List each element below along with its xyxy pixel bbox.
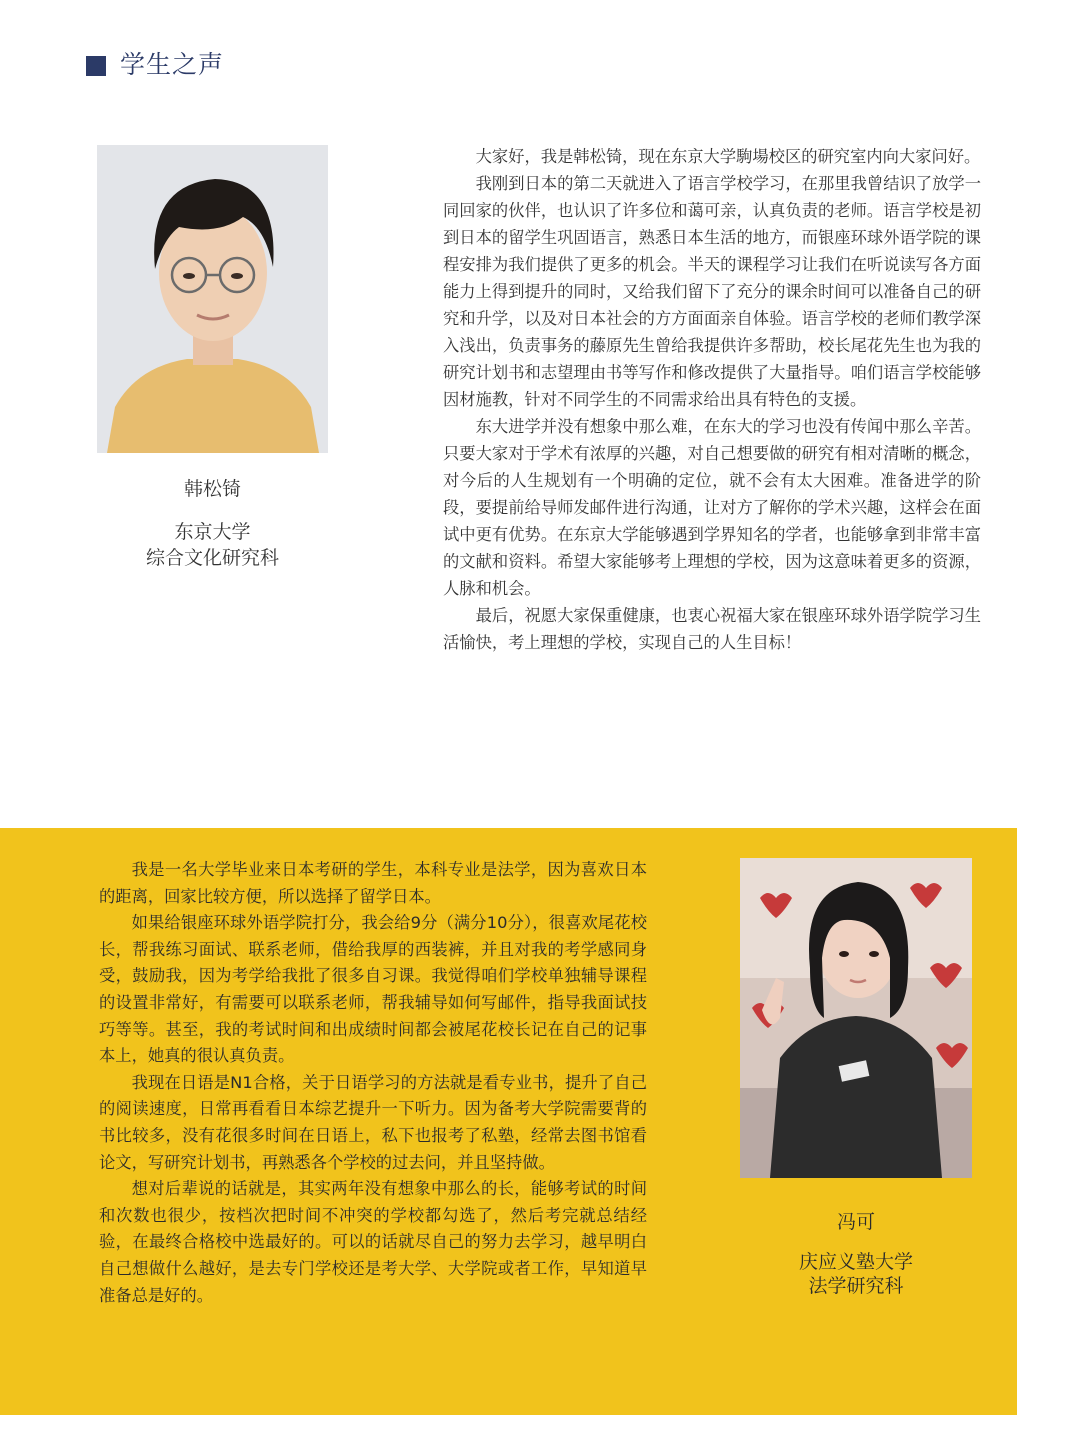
student2-photo xyxy=(740,858,972,1178)
paragraph: 东大进学并没有想象中那么难，在东大的学习也没有传闻中那么辛苦。只要大家对于学术有浓厚的兴趣，对自己想要做的研究有相对清晰的概念，对今后的人生规划有一个明确的定位，就不会有太大困难。准备进学的阶段，要提前给导师发邮件进行沟通，让对方了解你的学术兴趣，这样会在面试中更有优势。在东京大学能够遇到学界知名的学者，也能够拿到非常丰富的文献和资料。希望大家能够考上理想的学校，因为这意味着更多的资源，人脉和机会。 xyxy=(443,417,981,598)
student2-name: 冯可 xyxy=(836,1211,875,1233)
section-title: 学生之声 xyxy=(120,50,225,79)
section-title-marker xyxy=(86,56,106,76)
paragraph: 我现在日语是N1合格，关于日语学习的方法就是看专业书，提升了自己的阅读速度，日常再看看日本综艺提升一下听力。因为备考大学院需要背的书比较多，没有花很多时间在日语上，私下也报考了私塾，经常去图书馆看论文，写研究计划书，再熟悉各个学校的过去问，并且坚持做。 xyxy=(99,1072,647,1172)
student2-school: 庆应义塾大学 xyxy=(798,1251,913,1273)
student1-school: 东京大学 xyxy=(174,521,251,543)
paragraph: 最后，祝愿大家保重健康，也衷心祝福大家在银座环球外语学院学习生活愉快，考上理想的学校，实现自己的人生目标！ xyxy=(443,606,981,652)
paragraph: 我刚到日本的第二天就进入了语言学校学习，在那里我曾结识了放学一同回家的伙伴，也认识了许多位和蔼可亲，认真负责的老师。语言学校是初到日本的留学生巩固语言，熟悉日本生活的地方，而银座环球外语学院的课程安排为我们提供了更多的机会。半天的课程学习让我们在听说读写各方面能力上得到提升的同时，又给我们留下了充分的课余时间可以准备自己的研究和升学，以及对日本社会的方方面面亲自体验。语言学校的老师们教学深入浅出，负责事务的藤原先生曾给我提供许多帮助，校长尾花先生也为我的研究计划书和志望理由书等写作和修改提供了大量指导。咱们语言学校能够因材施教，针对不同学生的不同需求给出具有特色的支援。 xyxy=(443,174,981,409)
student1-photo xyxy=(97,145,328,453)
student1-name: 韩松锜 xyxy=(183,478,241,500)
paragraph: 如果给银座环球外语学院打分，我会给9分（满分10分），很喜欢尾花校长，帮我练习面试、联系老师，借给我厚的西装裤，并且对我的考学感同身受，鼓励我，因为考学给我批了很多自习课。我觉得咱们学校单独辅导课程的设置非常好，有需要可以联系老师，帮我辅导如何写邮件，指导我面试技巧等等。甚至，我的考试时间和出成绩时间都会被尾花校长记在自己的记事本上，她真的很认真负责。 xyxy=(99,913,647,1066)
student1-department: 综合文化研究科 xyxy=(145,547,279,569)
student2-testimonial xyxy=(99,857,647,1309)
student2-department: 法学研究科 xyxy=(808,1275,904,1297)
paragraph: 大家好，我是韩松锜，现在东京大学駒場校区的研究室内向大家问好。 xyxy=(475,147,981,166)
student1-testimonial xyxy=(443,143,981,656)
paragraph: 我是一名大学毕业来日本考研的学生，本科专业是法学，因为喜欢日本的距离，回家比较方便，所以选择了留学日本。 xyxy=(99,860,647,906)
paragraph: 想对后辈说的话就是，其实两年没有想象中那么的长，能够考试的时间和次数也很少，按档次把时间不冲突的学校都勾选了，然后考完就总结经验，在最终合格校中选最好的。可以的话就尽自己的努力去学习，越早明白自己想做什么越好，是去专门学校还是考大学、大学院或者工作，早知道早准备总是好的。 xyxy=(99,1179,647,1305)
